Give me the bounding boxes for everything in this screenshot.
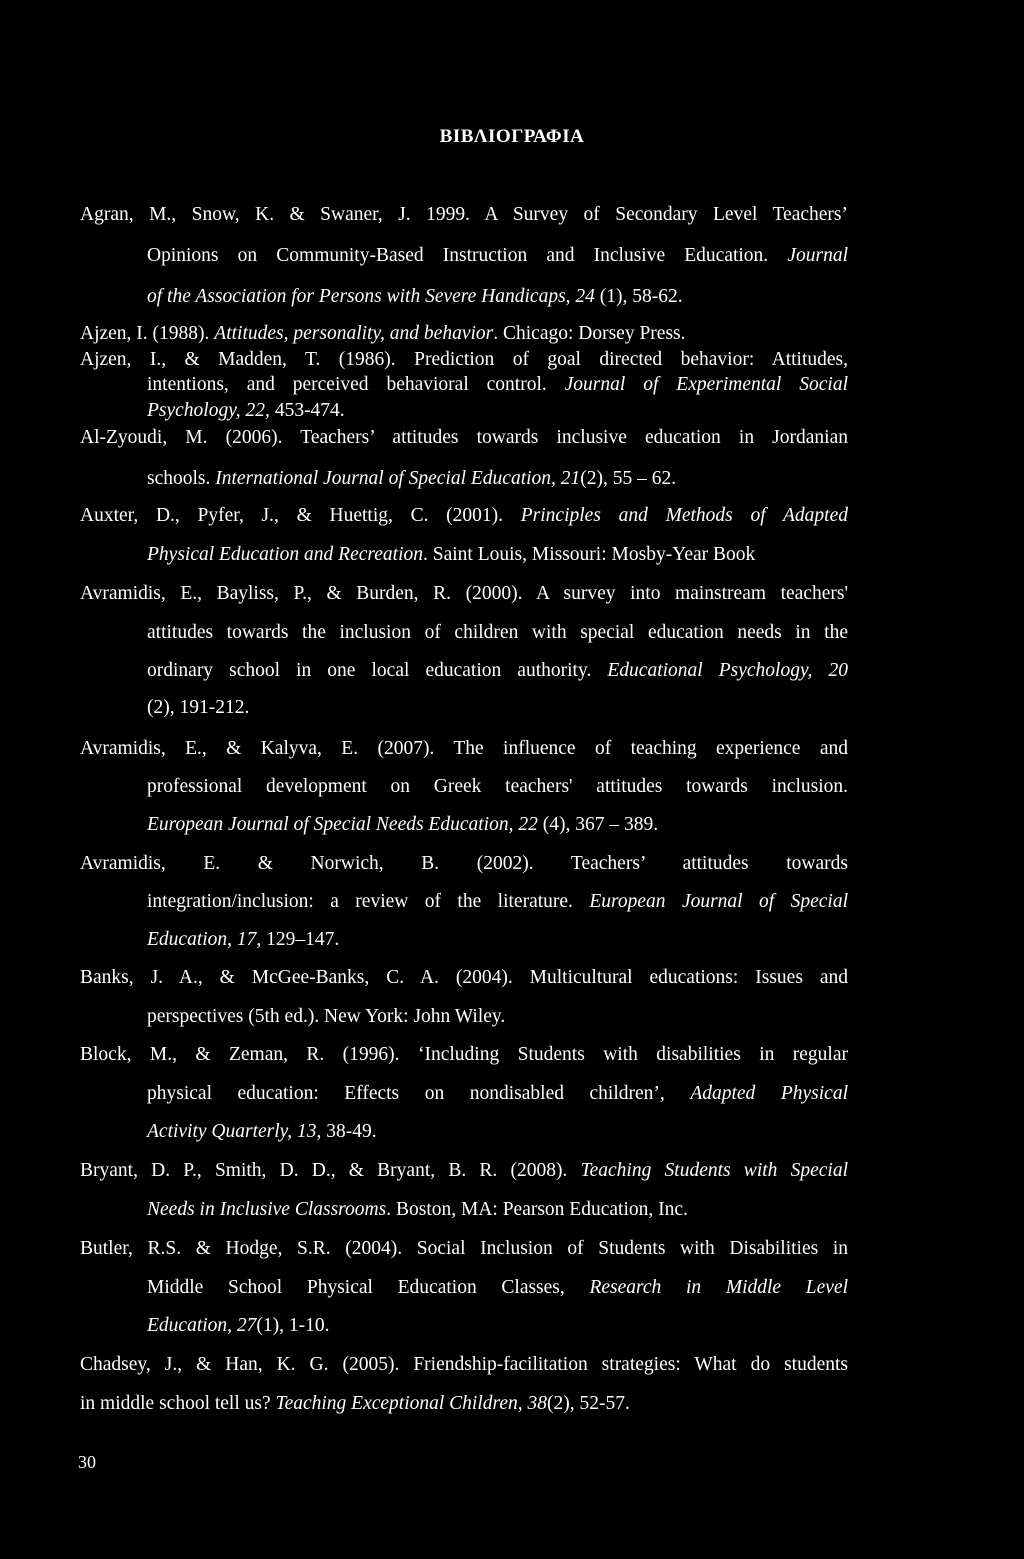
ref-agran-line-2: Opinions on Community-Based Instruction and Inclusive Education. Journal — [147, 245, 848, 266]
ref-chadsey-line-1: Chadsey, J., & Han, K. G. (2005). Friendship-facilitation strategies: What do students — [80, 1354, 848, 1375]
ref-chadsey-line-2: in middle school tell us? Teaching Exceptional Children, 38(2), 52-57. — [80, 1393, 630, 1414]
ref-ajzen-1988: Ajzen, I. (1988). Attitudes, personality, and behavior. Chicago: Dorsey Press. — [80, 323, 686, 344]
ref-bryant-line-1: Bryant, D. P., Smith, D. D., & Bryant, B. R. (2008). Teaching Students with Special — [80, 1160, 848, 1181]
ref-ajzen-madden-line-3: Psychology, 22, 453-474. — [147, 400, 345, 421]
ref-avramidis-norwich-line-2: integration/inclusion: a review of the literature. European Journal of Special — [147, 891, 848, 912]
ref-block-line-3: Activity Quarterly, 13, 38-49. — [147, 1121, 377, 1142]
ref-avramidis-norwich-line-1: Avramidis, E. & Norwich, B. (2002). Teachers’ attitudes towards — [80, 853, 848, 874]
ref-bryant-line-2: Needs in Inclusive Classrooms. Boston, MA: Pearson Education, Inc. — [147, 1199, 688, 1220]
ref-butler-line-2: Middle School Physical Education Classes, Research in Middle Level — [147, 1277, 848, 1298]
ref-alzyoudi-line-1: Al-Zyoudi, M. (2006). Teachers’ attitudes towards inclusive education in Jordanian — [80, 427, 848, 448]
ref-block-line-1: Block, M., & Zeman, R. (1996). ‘Including Students with disabilities in regular — [80, 1044, 848, 1065]
ref-agran-line-1: Agran, M., Snow, K. & Swaner, J. 1999. A Survey of Secondary Level Teachers’ — [80, 204, 848, 225]
ref-avramidis-2000-line-2: attitudes towards the inclusion of children with special education needs in the — [147, 622, 848, 643]
ref-banks-line-1: Banks, J. A., & McGee-Banks, C. A. (2004). Multicultural educations: Issues and — [80, 967, 848, 988]
ref-avramidis-2000-line-4: (2), 191-212. — [147, 697, 250, 718]
ref-auxter-line-1: Auxter, D., Pyfer, J., & Huettig, C. (2001). Principles and Methods of Adapted — [80, 505, 848, 526]
page-number: 30 — [78, 1452, 96, 1472]
ref-block-line-2: physical education: Effects on nondisabled children’, Adapted Physical — [147, 1083, 848, 1104]
ref-ajzen-madden-line-1: Ajzen, I., & Madden, T. (1986). Prediction of goal directed behavior: Attitudes, — [80, 349, 848, 370]
ref-avramidis-2007-line-1: Avramidis, E., & Kalyva, E. (2007). The influence of teaching experience and — [80, 738, 848, 759]
ref-agran-line-3: of the Association for Persons with Severe Handicaps, 24 (1), 58-62. — [147, 286, 683, 307]
ref-alzyoudi-line-2: schools. International Journal of Special Education, 21(2), 55 – 62. — [147, 468, 677, 489]
ref-avramidis-norwich-line-3: Education, 17, 129–147. — [147, 929, 340, 950]
ref-avramidis-2007-line-3: European Journal of Special Needs Education, 22 (4), 367 – 389. — [147, 814, 659, 835]
ref-avramidis-2007-line-2: professional development on Greek teachers' attitudes towards inclusion. — [147, 776, 848, 797]
ref-banks-line-2: perspectives (5th ed.). New York: John Wiley. — [147, 1006, 506, 1027]
ref-ajzen-madden-line-2: intentions, and perceived behavioral control. Journal of Experimental Social — [147, 374, 848, 395]
page-title: ΒΙΒΛΙΟΓΡΑΦΙΑ — [439, 126, 585, 147]
ref-avramidis-2000-line-3: ordinary school in one local education authority. Educational Psychology, 20 — [147, 660, 848, 681]
ref-butler-line-1: Butler, R.S. & Hodge, S.R. (2004). Social Inclusion of Students with Disabilities in — [80, 1238, 848, 1259]
ref-avramidis-2000-line-1: Avramidis, E., Bayliss, P., & Burden, R. (2000). A survey into mainstream teachers' — [80, 583, 848, 604]
ref-butler-line-3: Education, 27(1), 1-10. — [147, 1315, 330, 1336]
ref-auxter-line-2: Physical Education and Recreation. Saint Louis, Missouri: Mosby-Year Book — [147, 544, 756, 565]
